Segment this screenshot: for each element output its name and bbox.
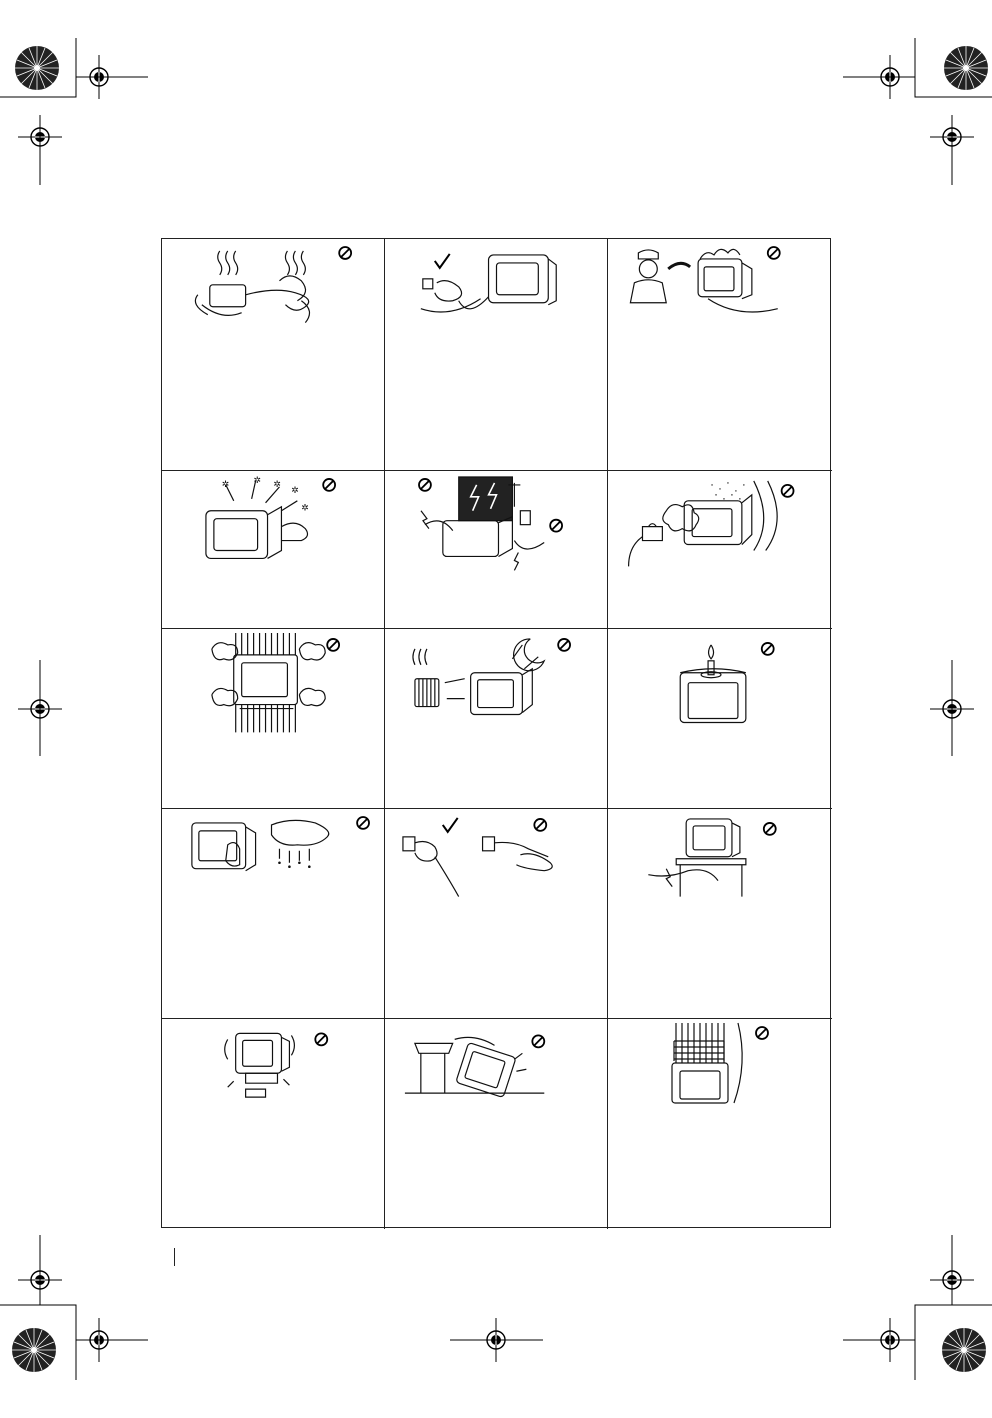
checkmark-icon	[435, 254, 450, 268]
prohibited-icon	[764, 823, 776, 835]
panel-overloaded-outlet	[162, 239, 385, 471]
overloaded-outlet-illustration	[162, 239, 384, 470]
checkmark-icon	[443, 818, 458, 832]
heat-illustration	[385, 629, 607, 808]
unplug-illustration	[385, 239, 607, 470]
panel-blocked-ventilation	[162, 629, 385, 809]
plug-handling-illustration	[385, 809, 607, 1018]
panel-damaged-cord	[608, 809, 832, 1019]
prohibited-icon	[550, 520, 562, 532]
prohibited-icon	[756, 1027, 768, 1039]
panel-lightning-storm	[385, 471, 608, 629]
svg-text:✲: ✲	[253, 475, 262, 486]
panel-plug-handling	[385, 809, 608, 1019]
page-margin-rule	[174, 1248, 175, 1266]
registration-wheel-icon	[15, 46, 59, 90]
panel-candle-on-top	[608, 629, 832, 809]
panel-heat-sources	[385, 629, 608, 809]
prohibited-icon	[315, 1033, 327, 1045]
prohibited-icon	[782, 485, 794, 497]
prohibited-icon	[534, 819, 546, 831]
stacked-objects-illustration	[608, 1019, 832, 1229]
panel-stacked-objects	[608, 1019, 832, 1229]
svg-text:✲: ✲	[273, 479, 281, 490]
panel-falling-tv	[385, 1019, 608, 1229]
svg-text:✲: ✲	[221, 479, 230, 490]
prohibited-icon	[762, 643, 774, 655]
falling-tv-illustration	[385, 1019, 607, 1229]
prohibited-icon	[419, 479, 431, 491]
prohibited-icon	[558, 639, 570, 651]
vent-objects-illustration	[162, 471, 384, 628]
candle-illustration	[608, 629, 832, 808]
prohibited-icon	[339, 247, 351, 259]
wet-cloth-illustration	[162, 809, 384, 1018]
registration-wheel-icon	[12, 1328, 56, 1372]
svg-text:✲: ✲	[291, 485, 299, 496]
damaged-cord-illustration	[608, 809, 832, 1018]
panel-moisture-steam	[608, 471, 832, 629]
prohibited-icon	[532, 1035, 544, 1047]
safety-illustration-grid	[161, 238, 831, 1228]
prohibited-icon	[357, 817, 369, 829]
panel-unstable-placement	[162, 1019, 385, 1229]
svg-text:✲: ✲	[301, 503, 309, 514]
registration-wheel-icon	[944, 46, 988, 90]
lightning-illustration	[385, 471, 607, 628]
panel-objects-into-vents	[162, 471, 385, 629]
technician-illustration	[608, 239, 832, 470]
panel-unplug-by-plug	[385, 239, 608, 471]
prohibited-icon	[327, 639, 339, 651]
moisture-illustration	[608, 471, 832, 628]
panel-wet-cleaning	[162, 809, 385, 1019]
prohibited-icon	[323, 479, 335, 491]
panel-service-technician	[608, 239, 832, 471]
prohibited-icon	[768, 247, 780, 259]
registration-wheel-icon	[942, 1328, 986, 1372]
unstable-tv-illustration	[162, 1019, 384, 1229]
ventilation-illustration	[162, 629, 384, 808]
